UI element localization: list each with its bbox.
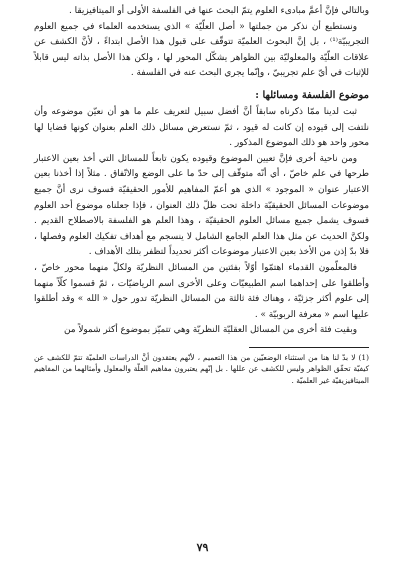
paragraph: وبقيت فئة أخرى من المسائل العقليّة النظريّة وهي تتميّز بموضوع أكثر شمولاً من <box>64 325 357 336</box>
paragraph: ومن ناحية أخرى فإنَّ تعيين الموضوع وقيوده يكون تابعاً للمسائل التي أخذ بعين الاعتبار طرحها في علم خاصّ ، أي أنّه متوقّف إلى حدّ ما على الوضع والاتّفاق . مثلاً إذا أخذنا بعين الاعتبار عنوان « الموجود » الذي هو أعمّ المفاهيم للأمور الحقيقيّة فسوف نرى أنَّ جميع موضوعات المسائل الحقيقيّة داخلة تحت ظلّ ذلك العنوان ، فإذا جعلناه موضوع أحد العلوم فسوف يشمل جميع مسائل العلوم الحقيقيّة ، وهذا العلم هو الفلسفة بالاصطلاح القديم . ولكنَّ الحديث عن مثل هذا العلم الجامع الشامل لا ينسجم مع أهداف تفكيك العلوم وفصلها ، فلا بدّ إذن من الأخذ بعين الاعتبار موضوعات أكثر تحديداً لتظفر بتلك الأهداف . <box>34 153 369 258</box>
footnote-text: (1) لا بدّ لنا هنا من استثناء الوضعيّين من هذا التعميم ، لأنّهم يعتقدون أنَّ الدراسات العلميّة تتمّ للكشف عن كيفيّة تحقّق الظواهر وليس للكشف عن عللها . بل إنّهم يعتبرون مفاهيم العلّة والمعلول وأمثالهما من المفاهيم الميتافيزيقيّة غير العلميّة . <box>34 352 369 385</box>
paragraph: ثبت لدينا ممّا ذكرناه سابقاً أنَّ أفضل سبيل لتعريف علم ما هو أن نعيّن موضوعه وأن نلتفت إلى قيوده إن كانت له قيود ، ثمّ نستعرض مسائل ذلك العلم بعنوان كونها قضايا لها محور واحد هو ذلك الموضوع المذكور . <box>34 106 369 149</box>
paragraph: فالمعلّمون القدماء اهتمّوا أوّلاً بفئتين من المسائل النظريّة ولكلّ منهما محور خاصّ ، وأطلقوا على إحداهما اسم الطبيعيّات وعلى الأخرى اسم الرياضيّات ، ثمّ قسموا كلّاً منهما إلى علوم أكثر جزئيّة ، وهناك فئة ثالثة من المسائل النظريّة تدور حول « الله » وقد أطلقوا عليها اسم « معرفة الربوبيّة » . <box>34 262 369 320</box>
paragraph: وبالتالي فإنَّ أعمَّ مبادىء العلوم يتمّ البحث عنها في الفلسفة الأولى أو الميتافيزيقا . <box>69 6 369 16</box>
paragraph: ونستطيع أن نذكر من جملتها « أصل العلّيّة » الذي يستخدمه العلماء في جميع العلوم التجريبيّة⁽¹⁾ ، بل إنَّ البحوث العلميّة تتوقّف على قبول هذا الأصل ابتداءً ، لأنَّ الكشف عن علاقات العلّيّة والمعلوليّة بين الظواهر يشكّل المحور لها ، ولكن هذا الأصل بذاته ليس قابلاً للإثبات في أيّ علم تجريبيّ ، وإنّما يجري البحث عنه في الفلسفة . <box>34 21 369 79</box>
footnote-divider <box>249 347 369 348</box>
page-number: ٧٩ <box>196 541 209 554</box>
footnote <box>34 352 369 387</box>
section-heading: موضوع الفلسفة ومسائلها : <box>255 89 369 101</box>
main-text <box>34 4 369 339</box>
